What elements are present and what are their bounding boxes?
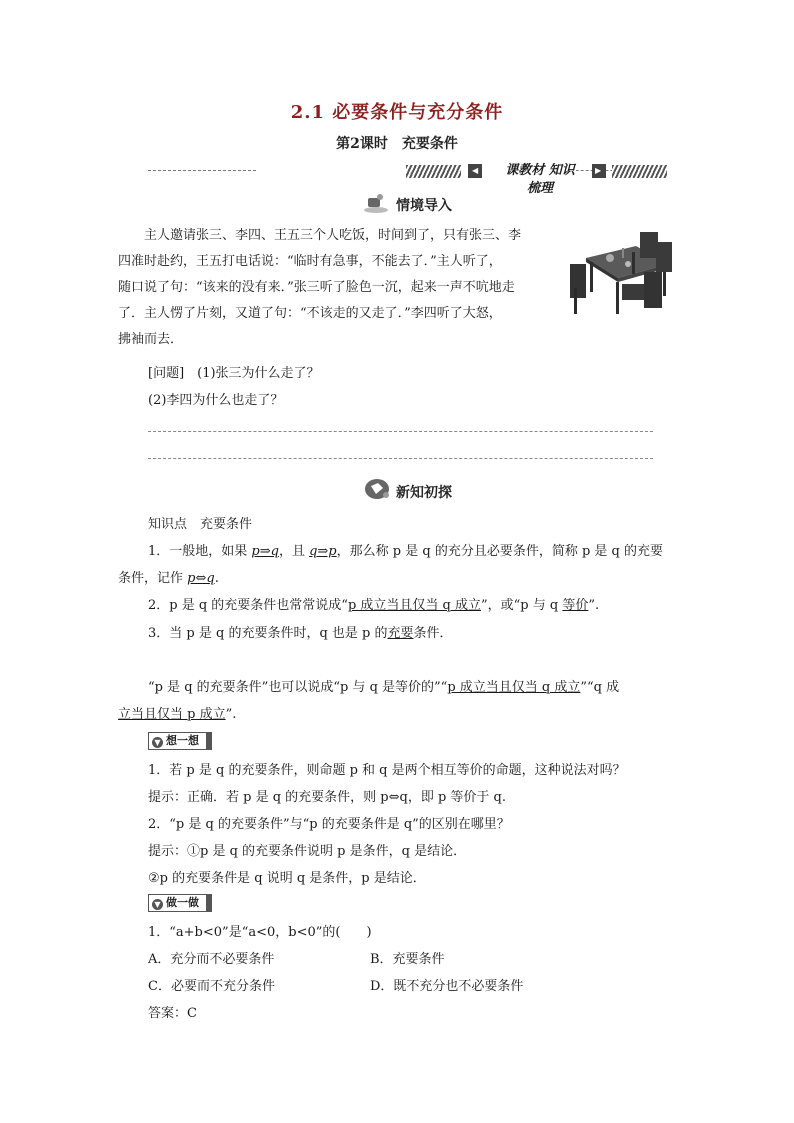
underlined-blank: 等价 xyxy=(562,598,589,613)
triangle-right-icon: ▶ xyxy=(592,164,606,178)
scenario-line: 主人邀请张三、李四、王五三个人吃饭，时间到了，只有张三、李 xyxy=(144,228,522,243)
text: 条件． xyxy=(413,626,453,641)
text: . xyxy=(214,571,219,586)
think-tag-label: 想一想 xyxy=(166,734,199,747)
knowledge-point-title: 知识点 充要条件 xyxy=(148,517,253,532)
scenario-line: 随口说了句：“该来的没有来．”张三听了脸色一沉，起来一声不吭地走 xyxy=(118,280,515,295)
underlined-blank: p⇒q xyxy=(251,544,279,559)
text: 条件，记作 xyxy=(118,571,188,586)
item-3 xyxy=(148,622,453,641)
think-answer-1: 提示：正确．若 p 是 q 的充要条件，则 p⇔q，即 p 等价于 q. xyxy=(148,790,507,805)
scenario-paragraph xyxy=(118,223,558,353)
lesson-subtitle: 第2课时 充要条件 xyxy=(336,136,458,152)
think-answer-2-part-1: 提示：①p 是 q 的充要条件说明 p 是条件，q 是结论． xyxy=(148,844,467,859)
scenario-question-2: (2)李四为什么也走了？ xyxy=(148,393,284,408)
triangle-left-icon: ◀ xyxy=(468,164,482,178)
chevron-down-icon: ▼ xyxy=(152,899,163,910)
text: 1．一般地，如果 xyxy=(148,544,252,559)
answer-line xyxy=(148,458,653,459)
underlined-blank: 充要 xyxy=(387,626,414,641)
scenario-line: 四准时赴约，王五打电话说：“临时有急事，不能去了．”主人听了， xyxy=(118,254,502,269)
text: 2．p 是 q 的充要条件也常常说成“ xyxy=(148,598,348,613)
banner-dotted-left xyxy=(148,170,256,171)
tag-bar xyxy=(206,894,212,912)
item-1-line-2 xyxy=(118,567,219,586)
think-question-2: 2．“p 是 q 的充要条件”与“p 的充要条件是 q”的区别在哪里？ xyxy=(148,817,510,832)
think-answer-2-part-2: ②p 的充要条件是 q 说明 q 是条件，p 是结论． xyxy=(148,871,426,886)
section-banner xyxy=(148,160,653,196)
item-1-line-1 xyxy=(148,540,663,559)
banner-stripes-left xyxy=(406,165,461,178)
new-knowledge-heading: 新知初探 xyxy=(396,485,452,501)
banner-stripes-right xyxy=(612,165,667,178)
underlined-blank: p⇔q xyxy=(187,571,215,586)
note-line-1 xyxy=(148,676,619,695)
answer-line xyxy=(148,431,653,432)
text: ”. xyxy=(588,598,600,613)
item-2 xyxy=(148,594,599,613)
practice-tag-label: 做一做 xyxy=(166,896,199,909)
practice-answer: 答案：C xyxy=(148,1006,197,1021)
underlined-blank: 立当且仅当 p 成立 xyxy=(118,707,226,722)
chevron-down-icon: ▼ xyxy=(152,737,163,748)
think-tag xyxy=(148,732,212,750)
practice-question: 1．“a+b<0”是“a<0，b<0”的( ) xyxy=(148,925,372,940)
option-a: A．充分而不必要条件 xyxy=(148,952,275,967)
scenario-line: 拂袖而去． xyxy=(118,332,184,347)
text: ”. xyxy=(225,707,237,722)
underlined-blank: q⇒p xyxy=(309,544,337,559)
text: ，且 xyxy=(278,544,310,559)
page-title: 2.1 必要条件与充分条件 xyxy=(290,102,504,123)
text: 3．当 p 是 q 的充要条件时，q 也是 p 的 xyxy=(148,626,388,641)
underlined-blank: p 成立当且仅当 q 成立 xyxy=(447,680,581,695)
text: ”，或“p 与 q xyxy=(481,598,563,613)
dining-table-image xyxy=(566,228,678,320)
note-line-2 xyxy=(118,703,236,722)
text: “p 是 q 的充要条件”也可以说成“p 与 q 是等价的”“ xyxy=(148,680,448,695)
scenario-line: 了．主人愣了片刻，又道了句：“不该走的又走了．”李四听了大怒， xyxy=(118,306,502,321)
option-b: B．充要条件 xyxy=(370,952,445,967)
option-d: D．既不充分也不必要条件 xyxy=(370,979,524,994)
think-question-1: 1．若 p 是 q 的充要条件，则命题 p 和 q 是两个相互等价的命题，这种说法对吗？ xyxy=(148,763,626,778)
scenario-icon xyxy=(362,192,390,214)
practice-tag xyxy=(148,894,212,912)
new-knowledge-icon xyxy=(364,478,392,500)
text: ，那么称 p 是 q 的充分且必要条件，简称 p 是 q 的充要 xyxy=(336,544,663,559)
banner-label: 课教材 知识梳理 xyxy=(505,163,575,196)
option-c: C．必要而不充分条件 xyxy=(148,979,275,994)
scenario-question-1: [问题] (1)张三为什么走了？ xyxy=(148,366,320,381)
text: ”“q 成 xyxy=(580,680,620,695)
tag-bar xyxy=(206,732,212,750)
banner-center xyxy=(406,162,670,196)
underlined-blank: p 成立当且仅当 q 成立 xyxy=(347,598,482,613)
scenario-heading: 情境导入 xyxy=(396,198,452,214)
